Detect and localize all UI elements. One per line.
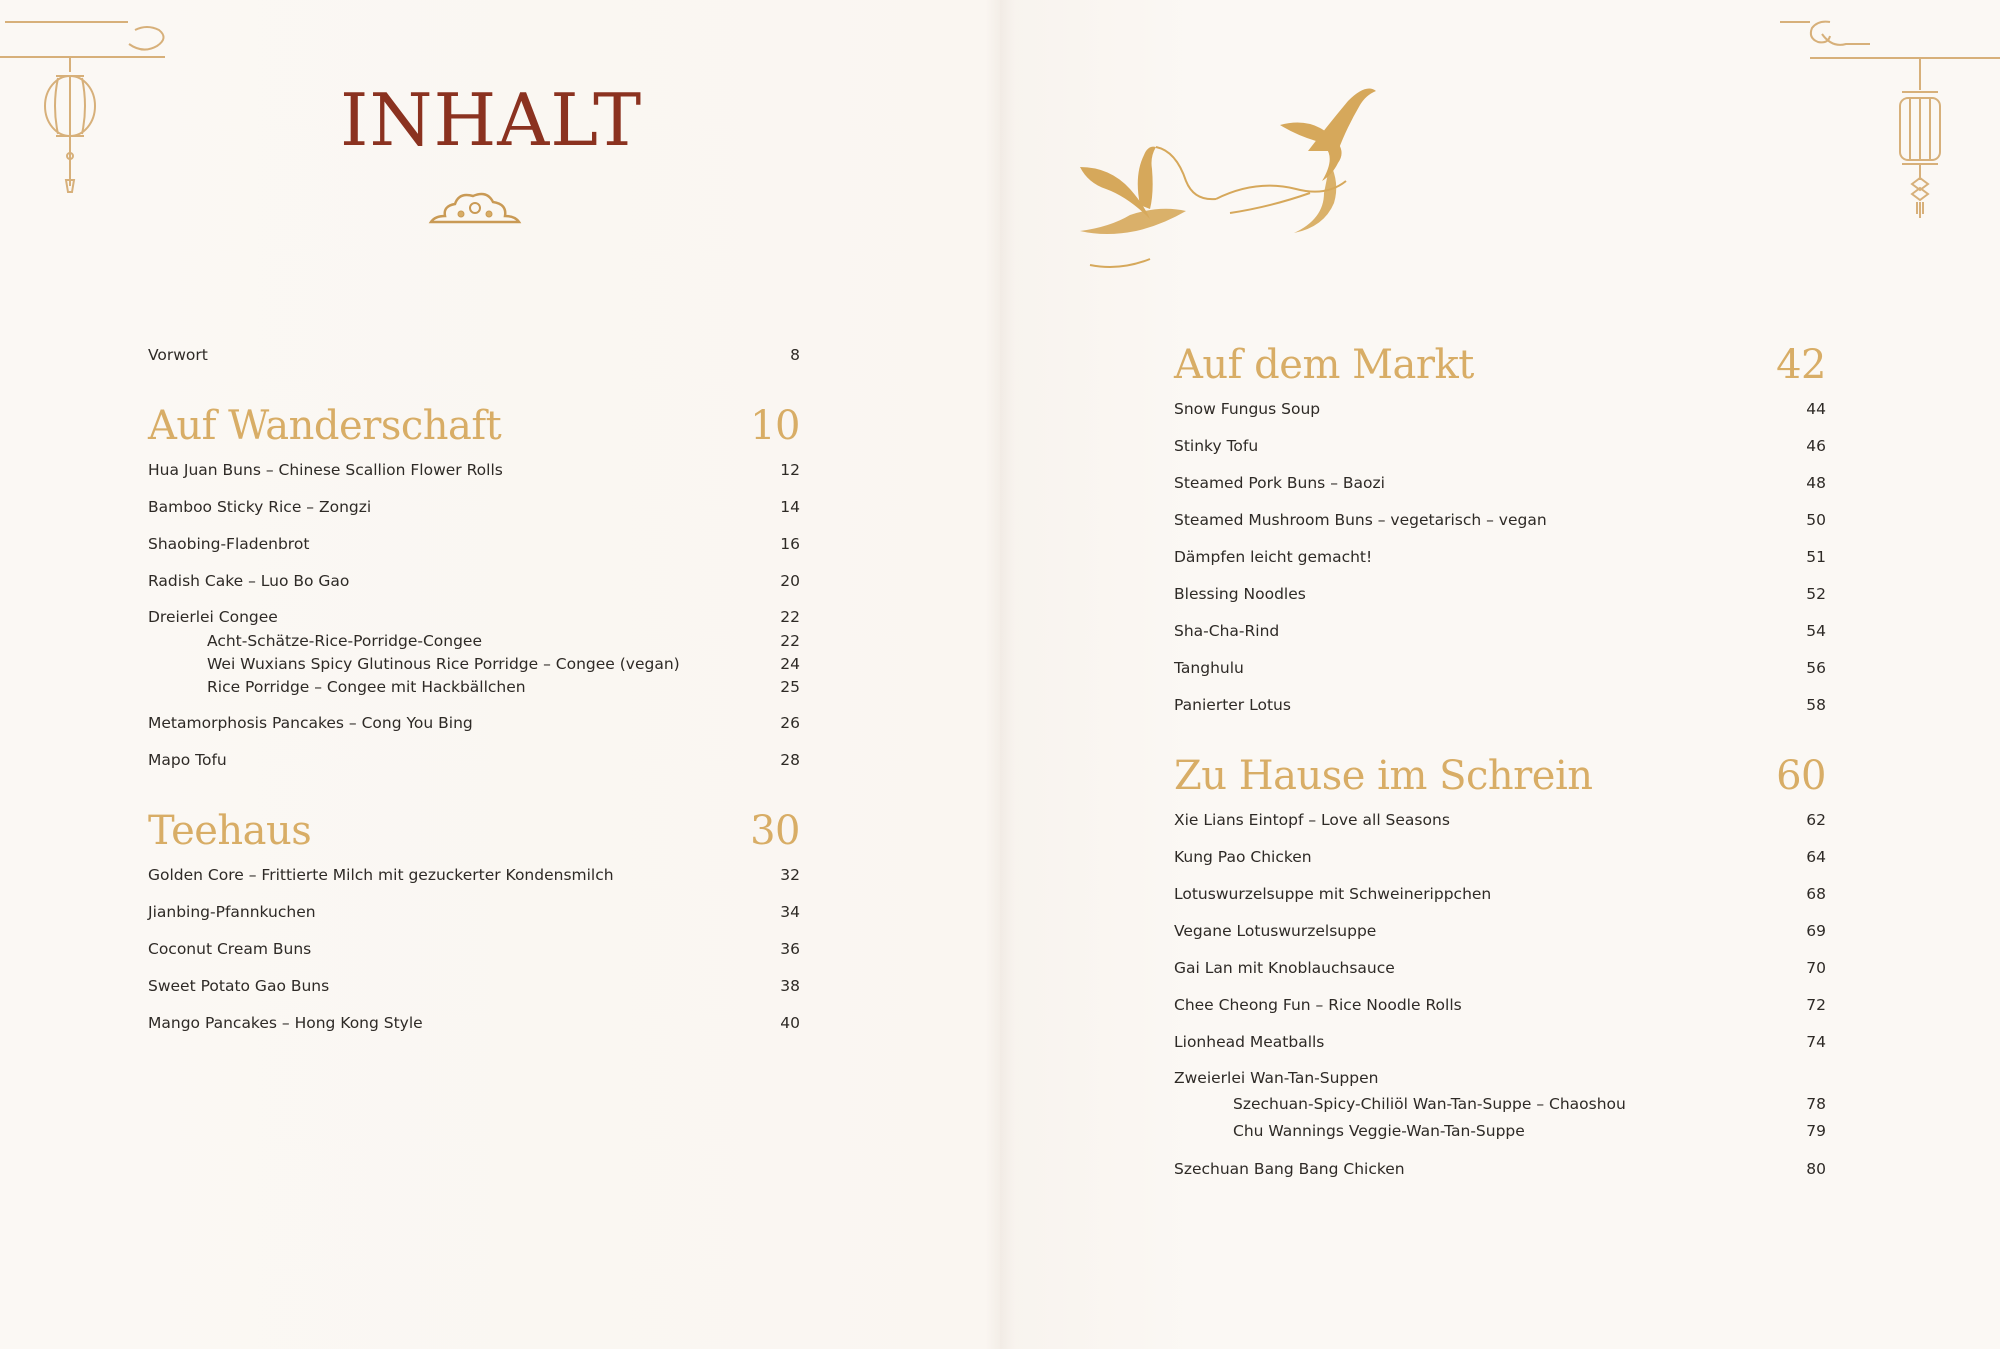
page-title: INHALT <box>340 78 643 162</box>
section-heading[interactable] <box>148 403 800 449</box>
toc-entry[interactable] <box>1174 986 1826 1023</box>
entry-title: Lionhead Meatballs <box>1174 1032 1325 1051</box>
entry-title: Zweierlei Wan-Tan-Suppen <box>1174 1069 1379 1087</box>
entry-title: Steamed Pork Buns – Baozi <box>1174 473 1385 492</box>
entry-page: 22 <box>780 631 800 650</box>
entry-page: 69 <box>1806 921 1826 940</box>
entry-title: Dämpfen leicht gemacht! <box>1174 547 1373 566</box>
entry-title: Jianbing-Pfannkuchen <box>148 902 316 921</box>
toc-entry[interactable] <box>148 336 800 373</box>
lantern-icon <box>0 10 220 200</box>
toc-sub-entry[interactable] <box>1174 1090 1826 1117</box>
entry-page: 56 <box>1806 658 1826 677</box>
toc-entry[interactable] <box>1174 1150 1826 1187</box>
entry-page: 68 <box>1806 884 1826 903</box>
toc-entry[interactable] <box>1174 612 1826 649</box>
entry-page: 28 <box>780 750 800 769</box>
entry-title: Mapo Tofu <box>148 750 227 769</box>
toc-entry[interactable] <box>1174 649 1826 686</box>
entry-page: 64 <box>1806 847 1826 866</box>
entry-page: 72 <box>1806 995 1826 1014</box>
entry-title: Wei Wuxians Spicy Glutinous Rice Porridge – Congee (vegan) <box>207 654 680 673</box>
entry-title: Snow Fungus Soup <box>1174 399 1321 418</box>
toc-entry[interactable] <box>148 451 800 488</box>
cloud-ornament-icon <box>425 186 525 230</box>
toc-entry[interactable] <box>148 704 800 741</box>
toc-sub-entry[interactable] <box>148 629 800 652</box>
section-page: 60 <box>1776 753 1826 799</box>
toc-entry[interactable] <box>1174 427 1826 464</box>
entry-title: Lotuswurzelsuppe mit Schweinerippchen <box>1174 884 1492 903</box>
toc-entry[interactable] <box>1174 464 1826 501</box>
section-title: Auf Wanderschaft <box>148 403 502 449</box>
book-gutter <box>985 0 1015 1349</box>
toc-entry[interactable] <box>1174 801 1826 838</box>
toc-sub-entry[interactable] <box>148 675 800 698</box>
toc-entry[interactable] <box>1174 390 1826 427</box>
section-title: Teehaus <box>148 808 312 854</box>
entry-page: 70 <box>1806 958 1826 977</box>
toc-entry[interactable] <box>148 967 800 1004</box>
toc-group-entry[interactable] <box>148 599 800 629</box>
entry-page: 40 <box>780 1013 800 1032</box>
section-title: Auf dem Markt <box>1174 342 1474 388</box>
toc-left <box>148 336 800 1041</box>
section-page: 30 <box>750 808 800 854</box>
entry-page: 36 <box>780 939 800 958</box>
entry-title: Sweet Potato Gao Buns <box>148 976 330 995</box>
toc-entry[interactable] <box>1174 501 1826 538</box>
entry-title: Radish Cake – Luo Bo Gao <box>148 571 350 590</box>
toc-entry[interactable] <box>148 1004 800 1041</box>
entry-title: Metamorphosis Pancakes – Cong You Bing <box>148 713 473 732</box>
section-auf-dem-markt <box>1174 342 1826 723</box>
crane-birds-icon <box>1070 85 1430 275</box>
entry-title: Panierter Lotus <box>1174 695 1291 714</box>
section-page: 10 <box>750 403 800 449</box>
entry-title: Bamboo Sticky Rice – Zongzi <box>148 497 372 516</box>
entry-page: 51 <box>1806 547 1826 566</box>
entry-page: 62 <box>1806 810 1826 829</box>
toc-entry[interactable] <box>148 741 800 778</box>
entry-page: 22 <box>780 608 800 626</box>
entry-title: Dreierlei Congee <box>148 608 278 626</box>
toc-entry[interactable] <box>1174 875 1826 912</box>
section-teehaus <box>148 808 800 1041</box>
toc-entry[interactable] <box>148 562 800 599</box>
entry-page: 8 <box>790 345 800 364</box>
entry-page: 46 <box>1806 436 1826 455</box>
toc-entry[interactable] <box>1174 686 1826 723</box>
entry-title: Tanghulu <box>1174 658 1244 677</box>
toc-entry[interactable] <box>148 525 800 562</box>
entry-title: Vorwort <box>148 345 208 364</box>
entry-page: 20 <box>780 571 800 590</box>
section-title: Zu Hause im Schrein <box>1174 753 1593 799</box>
toc-entry[interactable] <box>1174 912 1826 949</box>
toc-entry[interactable] <box>1174 538 1826 575</box>
toc-right <box>1174 342 1826 1187</box>
entry-page: 78 <box>1806 1094 1826 1113</box>
entry-page: 54 <box>1806 621 1826 640</box>
toc-entry[interactable] <box>148 488 800 525</box>
section-heading[interactable] <box>1174 342 1826 388</box>
toc-group-entry[interactable] <box>1174 1060 1826 1090</box>
entry-page: 14 <box>780 497 800 516</box>
entry-page: 80 <box>1806 1159 1826 1178</box>
toc-entry[interactable] <box>148 930 800 967</box>
toc-entry[interactable] <box>1174 1023 1826 1060</box>
entry-page: 52 <box>1806 584 1826 603</box>
entry-page: 50 <box>1806 510 1826 529</box>
entry-title: Coconut Cream Buns <box>148 939 312 958</box>
entry-title: Shaobing-Fladenbrot <box>148 534 310 553</box>
entry-page: 16 <box>780 534 800 553</box>
entry-title: Hua Juan Buns – Chinese Scallion Flower Rolls <box>148 460 503 479</box>
entry-title: Szechuan Bang Bang Chicken <box>1174 1159 1405 1178</box>
toc-entry[interactable] <box>148 856 800 893</box>
entry-page: 58 <box>1806 695 1826 714</box>
entry-page: 24 <box>780 654 800 673</box>
entry-page: 26 <box>780 713 800 732</box>
entry-title: Steamed Mushroom Buns – vegetarisch – vegan <box>1174 510 1547 529</box>
entry-page: 44 <box>1806 399 1826 418</box>
entry-title: Vegane Lotuswurzelsuppe <box>1174 921 1377 940</box>
entry-title: Rice Porridge – Congee mit Hackbällchen <box>207 677 526 696</box>
entry-page: 38 <box>780 976 800 995</box>
entry-title: Stinky Tofu <box>1174 436 1259 455</box>
toc-sub-entry[interactable] <box>1174 1117 1826 1144</box>
toc-entry[interactable] <box>1174 575 1826 612</box>
section-zu-hause-im-schrein <box>1174 753 1826 1187</box>
entry-title: Chee Cheong Fun – Rice Noodle Rolls <box>1174 995 1462 1014</box>
section-auf-wanderschaft <box>148 403 800 778</box>
entry-title: Golden Core – Frittierte Milch mit gezuckerter Kondensmilch <box>148 865 614 884</box>
entry-title: Sha-Cha-Rind <box>1174 621 1280 640</box>
toc-group-wan-tan <box>1174 1060 1826 1144</box>
section-heading[interactable] <box>1174 753 1826 799</box>
entry-page: 74 <box>1806 1032 1826 1051</box>
entry-title: Mango Pancakes – Hong Kong Style <box>148 1013 423 1032</box>
toc-entry[interactable] <box>1174 838 1826 875</box>
entry-page: 25 <box>780 677 800 696</box>
entry-title: Chu Wannings Veggie-Wan-Tan-Suppe <box>1233 1121 1525 1140</box>
toc-sub-entry[interactable] <box>148 652 800 675</box>
entry-title: Blessing Noodles <box>1174 584 1306 603</box>
toc-group-congee <box>148 599 800 698</box>
entry-title: Kung Pao Chicken <box>1174 847 1312 866</box>
toc-entry[interactable] <box>1174 949 1826 986</box>
section-page: 42 <box>1776 342 1826 388</box>
entry-title: Xie Lians Eintopf – Love all Seasons <box>1174 810 1450 829</box>
entry-page: 48 <box>1806 473 1826 492</box>
hanging-knot-lantern-icon <box>1770 10 2000 220</box>
toc-entry[interactable] <box>148 893 800 930</box>
entry-title: Szechuan-Spicy-Chiliöl Wan-Tan-Suppe – Chaoshou <box>1233 1094 1626 1113</box>
entry-page: 32 <box>780 865 800 884</box>
section-heading[interactable] <box>148 808 800 854</box>
entry-page: 79 <box>1806 1121 1826 1140</box>
entry-title: Gai Lan mit Knoblauchsauce <box>1174 958 1395 977</box>
entry-title: Acht-Schätze-Rice-Porridge-Congee <box>207 631 483 650</box>
entry-page: 34 <box>780 902 800 921</box>
entry-page: 12 <box>780 460 800 479</box>
